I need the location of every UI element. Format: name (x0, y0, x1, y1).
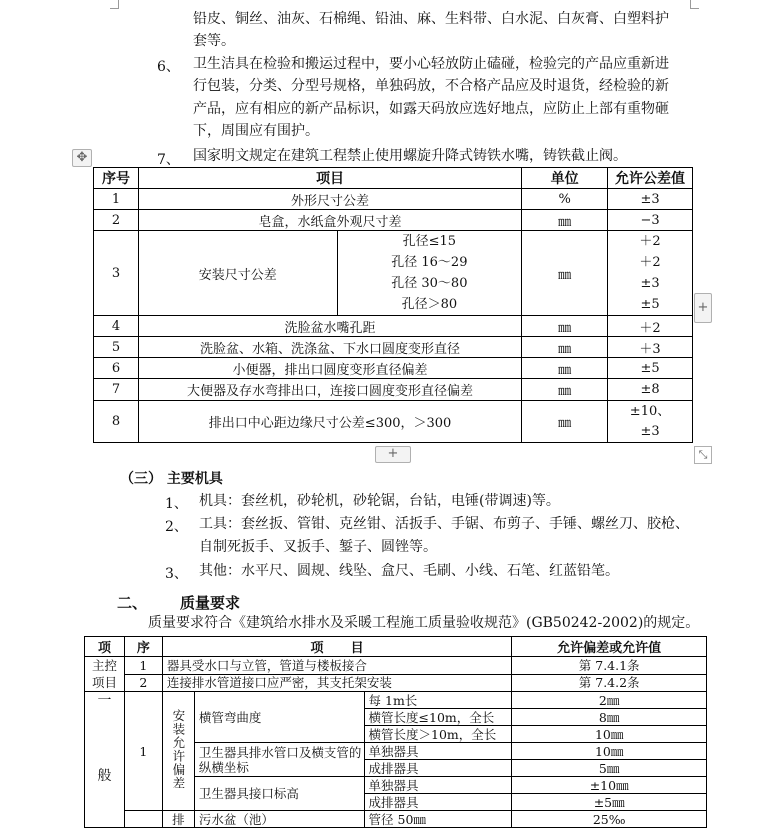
row-value: ±5㎜ (512, 794, 707, 811)
table-header: 项目 (138, 168, 521, 189)
table-row (94, 337, 693, 358)
row-tolerance: ±5 (608, 358, 693, 379)
list-item-text: 机具：套丝机，砂轮机，砂轮锯，台钻，电锤(带调速)等。 (199, 493, 560, 509)
section-heading: （三） 主要机具 (120, 471, 223, 487)
sub-item: 成排器具 (364, 794, 512, 811)
list-item-text: 卫生洁具在检验和搬运过程中，要小心轻放防止磕碰，检验完的产品应重新进 (193, 56, 669, 72)
list-number: 3、 (165, 566, 188, 582)
row-tolerance: ±3 (640, 423, 660, 439)
table-row (94, 189, 693, 210)
sub-item: 孔径 16～29 (391, 255, 468, 270)
row-item: 横管弯曲度 (194, 692, 364, 743)
table-row (85, 692, 707, 709)
row-item: 小便器，排出口圆度变形直径偏差 (138, 358, 521, 379)
sub-item: 孔径＞80 (401, 297, 458, 312)
row-item: 器具受水口与立管，管道与楼板接合 (162, 657, 511, 675)
table-header: 单位 (522, 168, 608, 189)
row-item: 大便器及存水弯排出口，连接口圆度变形直径偏差 (138, 379, 521, 401)
row-unit: ㎜ (522, 379, 608, 401)
table-row (85, 674, 707, 692)
row-tolerance: ＋2 (608, 316, 693, 337)
row-item: 皂盒，水纸盒外观尺寸差 (138, 210, 521, 231)
row-value: 第 7.4.1条 (512, 657, 707, 675)
general-label: 一 (97, 693, 112, 709)
row-item: 卫生器具排水管口及横支管的纵横坐标 (194, 743, 364, 777)
row-item: 连接排水管道接口应严密，其支托架安装 (162, 674, 511, 692)
row-number: 5 (94, 337, 139, 358)
list-number: 2、 (165, 519, 188, 535)
general-label: 般 (97, 768, 112, 784)
row-tolerance: ＋2 (639, 234, 661, 249)
intro-line: 套等。 (193, 33, 235, 49)
group-label: 安装允许偏差 (170, 709, 186, 790)
sub-item: 管径 50㎜ (364, 811, 512, 828)
row-unit: ㎜ (522, 401, 608, 443)
row-value: 25‰ (512, 811, 707, 828)
list-item-text: 其他：水平尺、圆规、线坠、盒尺、毛刷、小线、石笔、红蓝铅笔。 (199, 563, 619, 579)
row-item: 污水盆（池） (194, 811, 364, 828)
list-item-text: 行包装，分类、分型号规格，单独码放，不合格产品应及时退货，经检验的新 (193, 78, 669, 94)
table-header: 允许公差值 (608, 168, 693, 189)
quality-table (84, 636, 707, 828)
row-value: 5㎜ (512, 760, 707, 777)
row-value: 10㎜ (512, 743, 707, 760)
sub-item: 孔径≤15 (402, 234, 457, 249)
table-row (94, 379, 693, 401)
row-number: 1 (124, 692, 162, 811)
row-tolerance: ±5 (640, 297, 660, 312)
intro-line: 铅皮、铜丝、油灰、石棉绳、铅油、麻、生料带、白水泥、白灰膏、白塑料护 (193, 11, 669, 27)
table-row (94, 316, 693, 337)
main-control-label: 主控 (91, 658, 117, 673)
row-unit: ㎜ (522, 316, 608, 337)
row-value: ±10㎜ (512, 777, 707, 794)
row-tolerance: ＋2 (639, 255, 661, 270)
row-number: 2 (94, 210, 139, 231)
row-tolerance: ±8 (608, 379, 693, 401)
row-unit: ㎜ (522, 231, 608, 316)
row-value: 2㎜ (512, 692, 707, 709)
sub-item: 单独器具 (364, 743, 512, 760)
row-tolerance: ±3 (640, 276, 660, 291)
page-corner-mark (690, 0, 699, 9)
row-tolerance: ＋3 (608, 337, 693, 358)
tolerance-table (93, 167, 693, 443)
row-number: 6 (94, 358, 139, 379)
list-item-text: 下，周围应有围护。 (193, 123, 319, 139)
table-row (94, 231, 693, 316)
list-item-text: 自制死扳手、叉扳手、錾子、圆锉等。 (199, 539, 437, 555)
paragraph: 质量要求符合《建筑给水排水及采暖工程施工质量验收规范》(GB50242-2002)的规定。 (148, 615, 700, 631)
row-unit: ㎜ (522, 337, 608, 358)
sub-item: 成排器具 (364, 760, 512, 777)
row-number: 4 (94, 316, 139, 337)
row-unit: ㎜ (522, 358, 608, 379)
row-tolerance: −3 (608, 210, 693, 231)
row-number: 1 (94, 189, 139, 210)
resize-icon[interactable]: ⤡ (694, 446, 712, 464)
row-number: 1 (124, 657, 162, 675)
table-row (85, 657, 707, 675)
row-value: 第 7.4.2条 (512, 674, 707, 692)
list-item-text: 国家明文规定在建筑工程禁止使用螺旋升降式铸铁水嘴，铸铁截止阀。 (193, 148, 627, 164)
list-number: 6、 (157, 59, 180, 75)
sub-item: 横管长度＞10m，全长 (364, 726, 512, 743)
group-label: 排 (162, 811, 194, 828)
row-value: 8㎜ (512, 709, 707, 726)
section-heading: 质量要求 (180, 594, 241, 612)
list-number: 7、 (157, 152, 180, 168)
list-number: 1、 (165, 496, 188, 512)
table-row (94, 358, 693, 379)
move-handle-icon[interactable]: ✥ (72, 149, 92, 167)
row-number: 3 (94, 231, 139, 316)
row-item: 安装尺寸公差 (138, 231, 337, 316)
section-number: 二、 (117, 594, 148, 612)
row-item: 外形尺寸公差 (138, 189, 521, 210)
table-header: 序号 (94, 168, 139, 189)
row-tolerance: ±10、 (629, 403, 671, 419)
table-row (85, 811, 707, 828)
row-number: 8 (94, 401, 139, 443)
add-row-icon[interactable]: + (375, 446, 411, 463)
row-item: 洗脸盆、水箱、洗涤盆、下水口圆度变形直径 (138, 337, 521, 358)
row-number: 7 (94, 379, 139, 401)
add-column-icon[interactable]: + (694, 293, 712, 323)
list-item-text: 产品，应有相应的新产品标识，如露天码放应选好地点，应防止上部有重物砸 (193, 101, 669, 117)
sub-item: 横管长度≤10m，全长 (364, 709, 512, 726)
table-row (94, 210, 693, 231)
sub-item: 单独器具 (364, 777, 512, 794)
list-item-text: 工具：套丝扳、管钳、克丝钳、活扳手、手锯、布剪子、手锤、螺丝刀、胶枪、 (199, 516, 689, 532)
row-value: 10㎜ (512, 726, 707, 743)
row-unit: % (522, 189, 608, 210)
row-item: 洗脸盆水嘴孔距 (138, 316, 521, 337)
sub-item: 每 1m长 (364, 692, 512, 709)
page-corner-mark (110, 0, 119, 9)
row-item: 卫生器具接口标高 (194, 777, 364, 811)
sub-item: 孔径 30～80 (391, 276, 468, 291)
table-row (94, 401, 693, 443)
table-header: 项 (85, 637, 125, 657)
main-control-label: 项目 (91, 675, 117, 690)
table-header: 项 目 (162, 637, 511, 657)
row-tolerance: ±3 (608, 189, 693, 210)
table-header: 允许偏差或允许值 (512, 637, 707, 657)
row-item: 排出口中心距边缘尺寸公差≤300，＞300 (138, 401, 521, 443)
row-unit: ㎜ (522, 210, 608, 231)
table-header: 序 (124, 637, 162, 657)
row-number: 2 (124, 674, 162, 692)
